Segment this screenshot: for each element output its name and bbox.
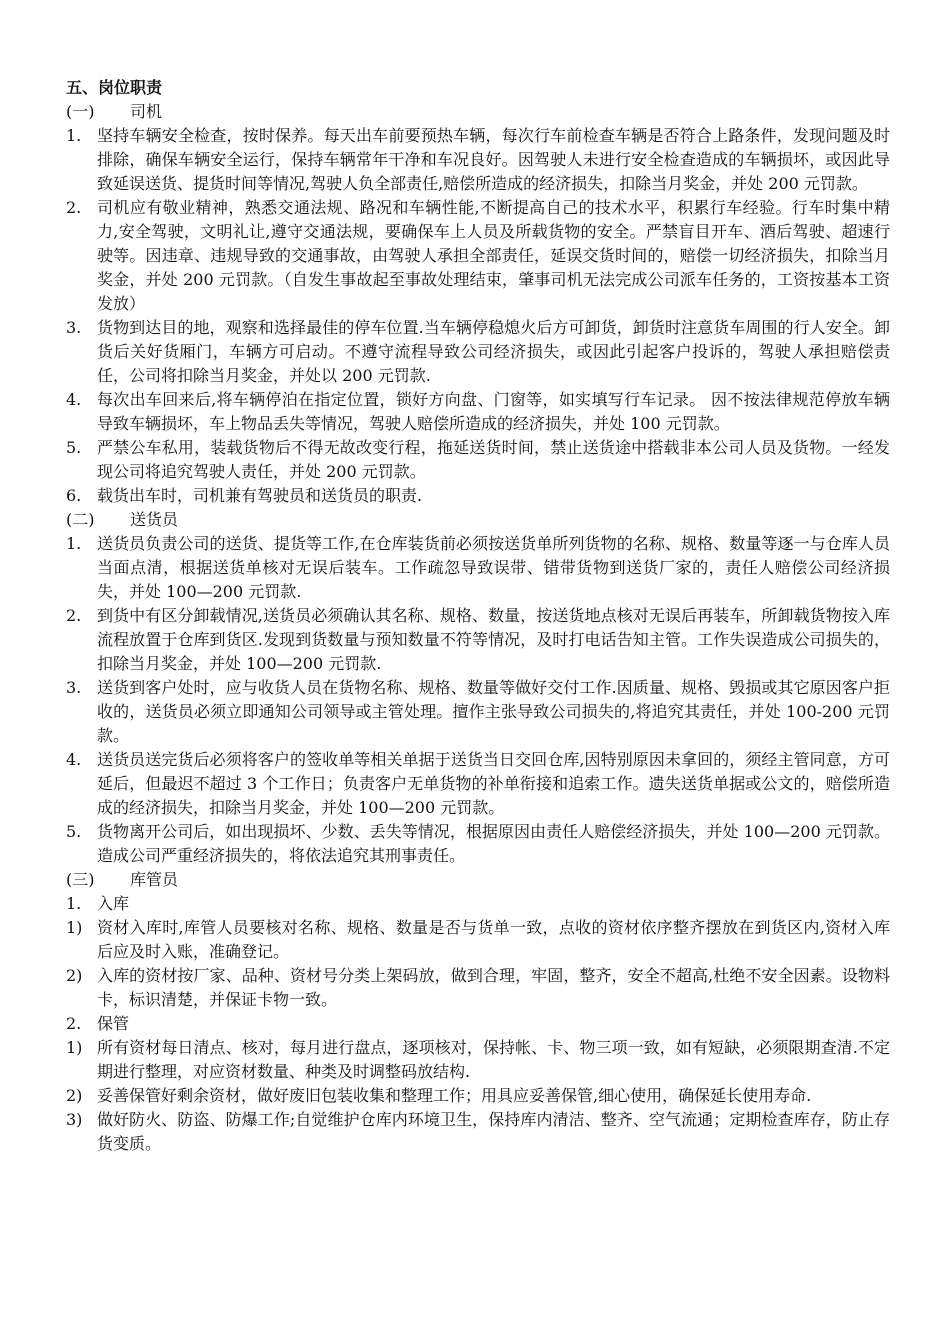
- item-number: 1): [66, 1038, 83, 1057]
- list-item: [66, 1108, 890, 1156]
- item-number: 2): [66, 1086, 83, 1105]
- item-number: 3): [66, 1110, 83, 1129]
- sub-heading-number: 1.: [66, 894, 82, 913]
- item-text: 货物离开公司后，如出现损坏、少数、丢失等情况，根据原因由责任人赔偿经济损失，并处 100—200 元罚款。造成公司严重经济损失的，将依法追究其刑事责任。: [97, 822, 890, 865]
- sub-heading-label: 保管: [97, 1014, 130, 1033]
- sub-heading-label: 入库: [97, 894, 130, 913]
- item-text: 送货员送完货后必须将客户的签收单等相关单据于送货当日交回仓库,因特别原因未拿回的，须经主管同意，方可延后，但最迟不超过 3 个工作日；负责客户无单货物的补单衔接和追索工作。遗失送货单据或公文的，赔偿所造成的经济损失，扣除当月奖金，并处 100—200 元罚款。: [97, 750, 890, 817]
- item-number: 5.: [66, 438, 82, 457]
- item-number: 4.: [66, 750, 82, 769]
- item-number: 2.: [66, 606, 82, 625]
- item-text: 到货中有区分卸载情况,送货员必须确认其名称、规格、数量，按送货地点核对无误后再装车，所卸载货物按入库流程放置于仓库到货区.发现到货数量与预知数量不符等情况，及时打电话告知主管。工作失误造成公司损失的，扣除当月奖金，并处 100—200 元罚款.: [97, 606, 890, 673]
- item-number: 4.: [66, 390, 82, 409]
- item-text: 每次出车回来后,将车辆停泊在指定位置，锁好方向盘、门窗等，如实填写行车记录。 因不按法律规范停放车辆导致车辆损坏，车上物品丢失等情况，驾驶人赔偿所造成的经济损失，并处 100 元罚款。: [97, 390, 890, 433]
- sub-heading-number: 2.: [66, 1014, 82, 1033]
- item-number: 1.: [66, 126, 82, 145]
- item-text: 妥善保管好剩余资材，做好废旧包装收集和整理工作；用具应妥善保管,细心使用，确保延长使用寿命.: [97, 1086, 812, 1105]
- list-item: [66, 1036, 890, 1084]
- list-item: [66, 604, 890, 676]
- sub-heading-storage: [66, 1012, 890, 1036]
- item-number: 5.: [66, 822, 82, 841]
- section-title-delivery: [66, 508, 890, 532]
- item-number: 2): [66, 966, 83, 985]
- section-label: 送货员: [130, 510, 179, 529]
- list-item: [66, 916, 890, 964]
- item-text: 严禁公车私用，装载货物后不得无故改变行程，拖延送货时间，禁止送货途中搭载非本公司人员及货物。一经发现公司将追究驾驶人责任，并处 200 元罚款。: [97, 438, 890, 481]
- list-item: [66, 748, 890, 820]
- list-item: [66, 820, 890, 868]
- list-item: [66, 1084, 890, 1108]
- page-heading: 五、岗位职责: [66, 78, 163, 97]
- list-item: [66, 124, 890, 196]
- section-number: (三): [66, 870, 95, 889]
- item-text: 载货出车时，司机兼有驾驶员和送货员的职责.: [97, 486, 423, 505]
- item-number: 3.: [66, 678, 82, 697]
- item-number: 2.: [66, 198, 82, 217]
- list-item: [66, 196, 890, 316]
- section-number: (二): [66, 510, 95, 529]
- item-number: 1.: [66, 534, 82, 553]
- section-label: 司机: [130, 102, 163, 121]
- item-text: 送货到客户处时，应与收货人员在货物名称、规格、数量等做好交付工作.因质量、规格、毁损或其它原因客户拒收的，送货员必须立即通知公司领导或主管处理。擅作主张导致公司损失的,将追究其责任，并处 100-200 元罚款。: [97, 678, 890, 745]
- item-text: 做好防火、防盗、防爆工作;自觉维护仓库内环境卫生，保持库内清洁、整齐、空气流通；定期检查库存，防止存货变质。: [97, 1110, 890, 1153]
- item-number: 6.: [66, 486, 82, 505]
- list-item: [66, 316, 890, 388]
- item-number: 1): [66, 918, 83, 937]
- item-text: 资材入库时,库管人员要核对名称、规格、数量是否与货单一致，点收的资材依序整齐摆放在到货区内,资材入库后应及时入账，准确登记。: [97, 918, 890, 961]
- sub-heading-inbound: [66, 892, 890, 916]
- list-item: [66, 388, 890, 436]
- list-item: [66, 964, 890, 1012]
- section-label: 库管员: [130, 870, 179, 889]
- item-text: 坚持车辆安全检查，按时保养。每天出车前要预热车辆，每次行车前检查车辆是否符合上路条件，发现问题及时排除，确保车辆安全运行，保持车辆常年干净和车况良好。因驾驶人未进行安全检查造成的车辆损坏，或因此导致延误送货、提货时间等情况,驾驶人负全部责任,赔偿所造成的经济损失，扣除当月奖金，并处 200 元罚款。: [97, 126, 890, 193]
- section-title-warehouse: [66, 868, 890, 892]
- list-item: [66, 436, 890, 484]
- item-text: 所有资材每日清点、核对，每月进行盘点，逐项核对，保持帐、卡、物三项一致，如有短缺，必须限期查清.不定期进行整理，对应资材数量、种类及时调整码放结构.: [97, 1038, 890, 1081]
- section-number: (一): [66, 102, 95, 121]
- item-text: 入库的资材按厂家、品种、资材号分类上架码放，做到合理，牢固，整齐，安全不超高,杜绝不安全因素。设物料卡，标识清楚，并保证卡物一致。: [97, 966, 890, 1009]
- list-item: [66, 532, 890, 604]
- item-text: 货物到达目的地，观察和选择最佳的停车位置.当车辆停稳熄火后方可卸货，卸货时注意货车周围的行人安全。卸货后关好货厢门，车辆方可启动。不遵守流程导致公司经济损失，或因此引起客户投诉的，驾驶人承担赔偿责任，公司将扣除当月奖金，并处以 200 元罚款.: [97, 318, 890, 385]
- item-text: 送货员负责公司的送货、提货等工作,在仓库装货前必须按送货单所列货物的名称、规格、数量等逐一与仓库人员当面点清，根据送货单核对无误后装车。工作疏忽导致误带、错带货物到送货厂家的，责任人赔偿公司经济损失，并处 100—200 元罚款.: [97, 534, 890, 601]
- section-title-driver: [66, 100, 890, 124]
- item-text: 司机应有敬业精神，熟悉交通法规、路况和车辆性能,不断提高自己的技术水平，积累行车经验。行车时集中精力,安全驾驶，文明礼让,遵守交通法规，要确保车上人员及所载货物的安全。严禁盲目开车、酒后驾驶、超速行驶等。因违章、违规导致的交通事故，由驾驶人承担全部责任，延误交货时间的，赔偿一切经济损失，扣除当月奖金，并处 200 元罚款。（自发生事故起至事故处理结束，肇事司机无法完成公司派车任务的，工资按基本工资发放）: [97, 198, 890, 313]
- list-item: [66, 484, 890, 508]
- item-number: 3.: [66, 318, 82, 337]
- list-item: [66, 676, 890, 748]
